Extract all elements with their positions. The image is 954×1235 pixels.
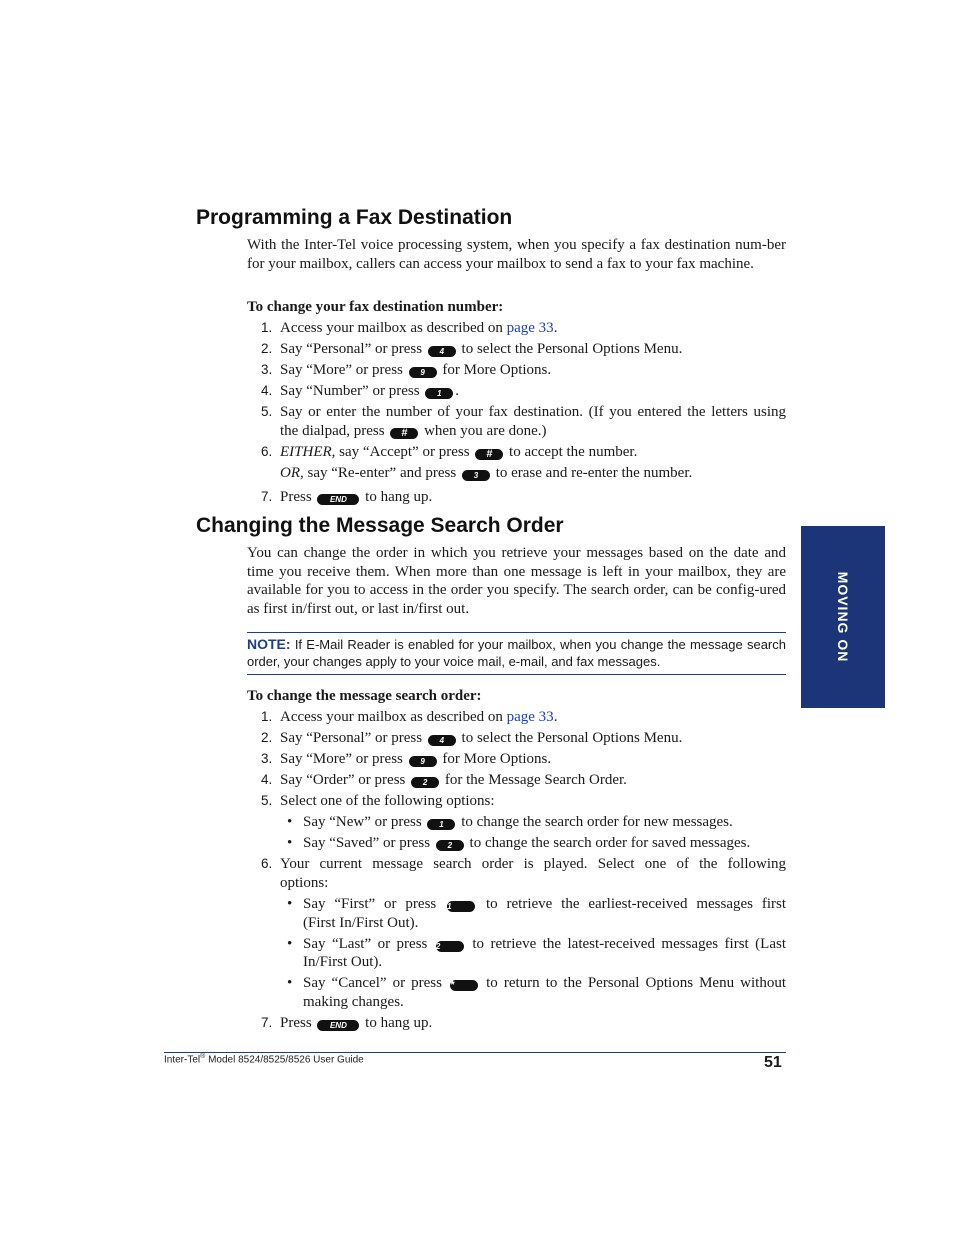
key-9-icon: 9 xyxy=(409,756,437,767)
order-step-3: Say “More” or press 9 for More Options. xyxy=(280,751,552,767)
step-number: 6. xyxy=(261,444,273,459)
step-number: 4. xyxy=(261,772,273,787)
note-label: NOTE: xyxy=(247,636,291,652)
section-title-fax: Programming a Fax Destination xyxy=(196,206,513,229)
order-step-1: Access your mailbox as described on page 33. xyxy=(280,709,558,725)
key-4-icon: 4 xyxy=(428,346,456,357)
option-last: Say “Last” or press 2 to retrieve the latest-received messages first (Last xyxy=(303,936,786,952)
step-number: 1. xyxy=(261,709,273,724)
option-first-line2: (First In/First Out). xyxy=(303,915,419,931)
note-bottom-rule xyxy=(247,674,786,675)
option-first: Say “First” or press 1 to retrieve the earliest-received messages first xyxy=(303,896,787,912)
key-2-icon: 2 xyxy=(436,840,464,851)
option-cancel: Say “Cancel” or press * to return to the Personal Options Menu without xyxy=(303,975,786,991)
step-number: 1. xyxy=(261,320,273,335)
note-top-rule xyxy=(247,632,786,633)
order-step-5: Select one of the following options: xyxy=(280,793,495,809)
step-number: 7. xyxy=(261,489,273,504)
bullet: • xyxy=(287,814,293,830)
option-new: Say “New” or press 1 to change the search order for new messages. xyxy=(303,814,733,830)
section-title-search-order: Changing the Message Search Order xyxy=(196,514,564,537)
fax-step-6-either: EITHER, say “Accept” or press # to accept the number. xyxy=(280,444,638,460)
note-text: If E-Mail Reader is enabled for your mailbox, when you change the message search order, your changes apply to your voice mail, e-mail, and fax messages. xyxy=(247,637,786,669)
order-step-6-line1: Your current message search order is played. Select one of the following xyxy=(280,856,786,872)
key-3-icon: 3 xyxy=(462,470,490,481)
key-star-icon: * xyxy=(450,980,478,991)
bullet: • xyxy=(287,975,293,991)
step-number: 5. xyxy=(261,404,273,419)
step-number: 2. xyxy=(261,730,273,745)
bullet: • xyxy=(287,936,293,952)
fax-step-5-line1: Say or enter the number of your fax destination. (If you entered the letters using xyxy=(280,404,786,420)
bullet: • xyxy=(287,835,293,851)
chapter-tab-label: MOVING ON xyxy=(835,571,851,663)
bullet: • xyxy=(287,896,293,912)
order-step-6-line2: options: xyxy=(280,875,329,891)
page-number: 51 xyxy=(764,1054,782,1071)
option-last-line2: In/First Out). xyxy=(303,954,383,970)
key-2-icon: 2 xyxy=(411,777,439,788)
footer-text: Inter-Tel® Model 8524/8525/8526 User Guide xyxy=(164,1053,364,1066)
fax-step-5-line2: the dialpad, press # when you are done.) xyxy=(280,423,547,439)
key-1-icon: 1 xyxy=(425,388,453,399)
step-number: 4. xyxy=(261,383,273,398)
fax-step-4: Say “Number” or press 1 . xyxy=(280,383,460,399)
fax-step-3: Say “More” or press 9 for More Options. xyxy=(280,362,552,378)
key-9-icon: 9 xyxy=(409,367,437,378)
end-key-icon: END xyxy=(317,1020,359,1031)
page-link[interactable]: page 33 xyxy=(506,709,554,725)
fax-step-2: Say “Personal” or press 4 to select the Personal Options Menu. xyxy=(280,341,683,357)
step-number: 5. xyxy=(261,793,273,808)
key-1-icon: 1 xyxy=(427,819,455,830)
fax-step-1: Access your mailbox as described on page 33. xyxy=(280,320,558,336)
key-hash-icon: # xyxy=(390,428,418,439)
order-step-7: Press END to hang up. xyxy=(280,1015,433,1031)
step-number: 2. xyxy=(261,341,273,356)
note-box xyxy=(247,636,786,670)
step-number: 6. xyxy=(261,856,273,871)
search-order-intro: You can change the order in which you retrieve your messages based on the date and time you receive them. When more than one message is left in your mailbox, they are available for you to access in the order you specify. The search order, can be config-ured as first in/first out, or last in/first out. xyxy=(247,545,786,617)
chapter-tab xyxy=(801,526,885,708)
step-number: 3. xyxy=(261,751,273,766)
option-cancel-line2: making changes. xyxy=(303,994,404,1010)
fax-step-7: Press END to hang up. xyxy=(280,489,433,505)
end-key-icon: END xyxy=(317,494,359,505)
fax-intro: With the Inter-Tel voice processing system, when you specify a fax destination num-ber for your mailbox, callers can access your mailbox to send a fax to your fax machine. xyxy=(247,237,786,272)
option-saved: Say “Saved” or press 2 to change the search order for saved messages. xyxy=(303,835,751,851)
key-2-icon: 2 xyxy=(436,941,464,952)
order-step-4: Say “Order” or press 2 for the Message Search Order. xyxy=(280,772,627,788)
key-1-icon: 1 xyxy=(447,901,475,912)
fax-step-6-or: OR, say “Re-enter” and press 3 to erase and re-enter the number. xyxy=(280,465,693,481)
key-4-icon: 4 xyxy=(428,735,456,746)
step-number: 7. xyxy=(261,1015,273,1030)
fax-subheading: To change your fax destination number: xyxy=(247,299,504,315)
key-hash-icon: # xyxy=(475,449,503,460)
step-number: 3. xyxy=(261,362,273,377)
search-order-subheading: To change the message search order: xyxy=(247,688,482,704)
page-link[interactable]: page 33 xyxy=(506,320,554,336)
order-step-2: Say “Personal” or press 4 to select the Personal Options Menu. xyxy=(280,730,683,746)
